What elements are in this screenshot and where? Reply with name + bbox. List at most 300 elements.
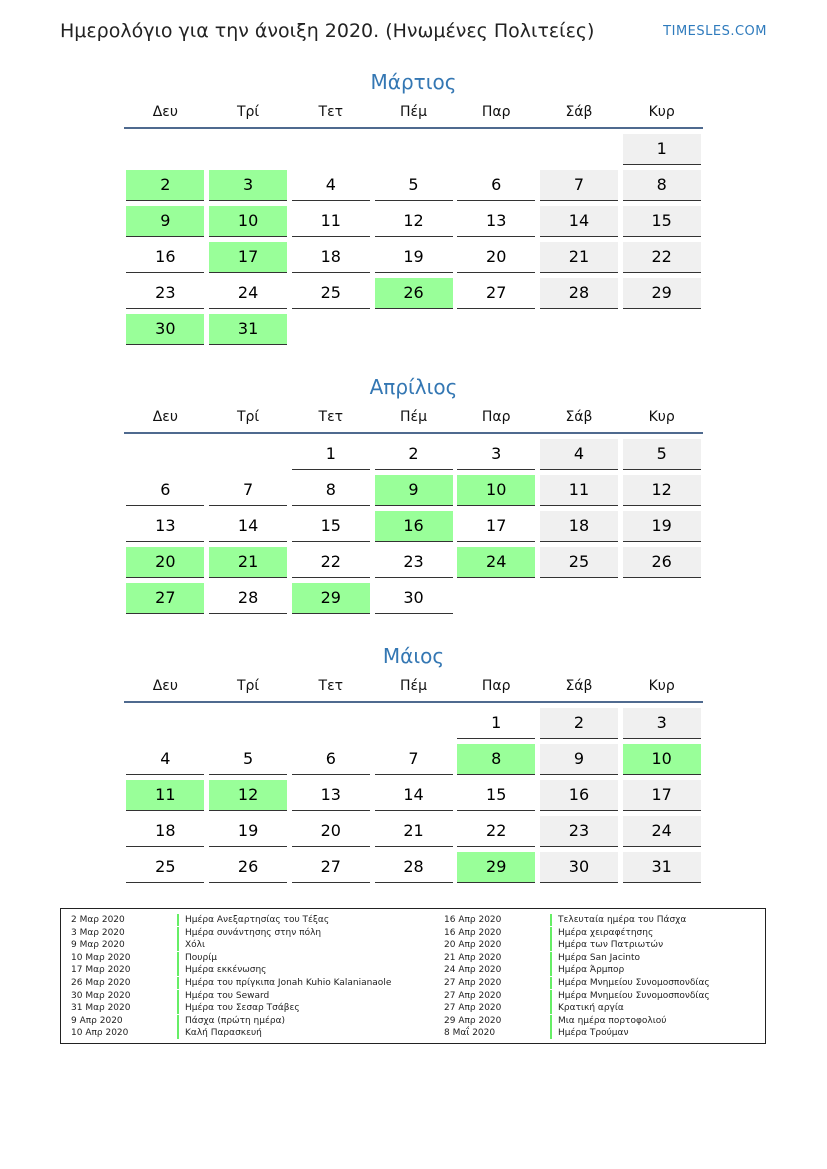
legend-date: 20 Απρ 2020 — [444, 940, 502, 951]
day-cell: 25 — [292, 278, 370, 309]
legend-holiday-name: Κρατική αργία — [558, 1003, 624, 1014]
legend-marker — [177, 1015, 179, 1027]
day-slot — [455, 852, 538, 888]
weekend-day-cell: 12 — [623, 475, 701, 506]
legend-date: 26 Μαρ 2020 — [71, 977, 131, 988]
legend-holiday-name: Ημέρα Τρούμαν — [558, 1028, 629, 1039]
weekend-day-cell: 8 — [623, 170, 701, 201]
legend-date: 27 Απρ 2020 — [444, 1003, 502, 1014]
weekend-day-cell: 28 — [540, 278, 618, 309]
week-row — [124, 475, 703, 511]
day-slot — [289, 780, 372, 816]
day-slot — [124, 744, 207, 780]
day-slot — [124, 511, 207, 547]
day-slot — [620, 314, 703, 350]
day-cell: 4 — [292, 170, 370, 201]
legend-holiday-name: Ημέρα Άρμπορ — [558, 965, 625, 976]
empty-day — [623, 314, 701, 350]
day-slot — [455, 134, 538, 170]
day-slot — [538, 852, 621, 888]
holiday-day-cell: 16 — [375, 511, 453, 542]
legend-date: 27 Απρ 2020 — [444, 977, 502, 988]
legend-entry — [71, 927, 391, 940]
day-slot — [124, 278, 207, 314]
legend-column-right — [444, 914, 710, 1040]
weekend-day-cell: 30 — [540, 852, 618, 883]
weekend-day-cell: 31 — [623, 852, 701, 883]
legend-marker — [177, 952, 179, 964]
day-slot — [207, 475, 290, 511]
day-slot — [289, 583, 372, 619]
day-slot — [620, 708, 703, 744]
weekend-day-cell: 21 — [540, 242, 618, 273]
weekend-day-cell: 17 — [623, 780, 701, 811]
legend-entry — [71, 977, 391, 990]
legend-entry — [444, 964, 710, 977]
legend-date: 30 Μαρ 2020 — [71, 990, 131, 1001]
day-cell: 28 — [375, 852, 453, 883]
month-title: Μάρτιος — [370, 70, 457, 94]
weekend-day-cell: 9 — [540, 744, 618, 775]
day-cell: 30 — [375, 583, 453, 614]
day-cell: 23 — [126, 278, 204, 309]
day-slot — [455, 475, 538, 511]
legend-holiday-name: Ημέρα των Πατριωτών — [558, 940, 664, 951]
legend-date: 31 Μαρ 2020 — [71, 1003, 131, 1014]
day-slot — [124, 708, 207, 744]
day-cell: 5 — [375, 170, 453, 201]
legend-marker — [550, 914, 552, 926]
legend-holiday-name: Ημέρα του Σεσαρ Τσάβες — [185, 1003, 300, 1014]
weekend-day-cell: 3 — [623, 708, 701, 739]
weekend-day-cell: 25 — [540, 547, 618, 578]
weekday-label: Τρί — [236, 678, 260, 694]
day-slot — [124, 583, 207, 619]
legend-date: 8 Μαΐ 2020 — [444, 1028, 496, 1039]
holiday-day-cell: 11 — [126, 780, 204, 811]
day-cell: 27 — [292, 852, 370, 883]
day-slot — [289, 242, 372, 278]
day-cell: 24 — [209, 278, 287, 309]
legend-entry — [71, 1027, 391, 1040]
legend-marker — [177, 939, 179, 951]
legend-marker — [177, 990, 179, 1002]
day-slot — [289, 475, 372, 511]
day-slot — [289, 708, 372, 744]
empty-day — [292, 314, 370, 350]
week-row — [124, 744, 703, 780]
legend-marker — [177, 1002, 179, 1014]
day-cell: 15 — [292, 511, 370, 542]
week-row — [124, 170, 703, 206]
day-cell: 3 — [457, 439, 535, 470]
day-cell: 11 — [292, 206, 370, 237]
legend-date: 10 Απρ 2020 — [71, 1028, 129, 1039]
holiday-day-cell: 29 — [292, 583, 370, 614]
day-slot — [289, 816, 372, 852]
legend-entry — [444, 1002, 710, 1015]
holiday-day-cell: 8 — [457, 744, 535, 775]
empty-day — [457, 134, 535, 170]
legend-date: 2 Μαρ 2020 — [71, 915, 125, 925]
weekday-label: Τετ — [318, 104, 344, 120]
day-slot — [372, 439, 455, 475]
day-cell: 21 — [375, 816, 453, 847]
month-title: Απρίλιος — [369, 375, 458, 399]
day-cell: 27 — [457, 278, 535, 309]
day-slot — [538, 708, 621, 744]
weekday-label: Τρί — [236, 104, 260, 120]
day-slot — [207, 242, 290, 278]
month-title: Μάιος — [382, 644, 445, 668]
day-slot — [124, 439, 207, 475]
day-slot — [289, 314, 372, 350]
holiday-legend — [60, 908, 766, 1044]
day-slot — [372, 852, 455, 888]
weekend-day-cell: 15 — [623, 206, 701, 237]
week-row — [124, 134, 703, 170]
holiday-day-cell: 12 — [209, 780, 287, 811]
legend-entry — [444, 939, 710, 952]
weekend-day-cell: 19 — [623, 511, 701, 542]
day-slot — [289, 134, 372, 170]
day-slot — [372, 708, 455, 744]
day-cell: 26 — [209, 852, 287, 883]
legend-marker — [550, 1002, 552, 1014]
empty-day — [126, 708, 204, 744]
day-slot — [372, 583, 455, 619]
holiday-day-cell: 3 — [209, 170, 287, 201]
holiday-day-cell: 2 — [126, 170, 204, 201]
day-slot — [538, 475, 621, 511]
holiday-day-cell: 29 — [457, 852, 535, 883]
legend-marker — [550, 952, 552, 964]
legend-date: 27 Απρ 2020 — [444, 990, 502, 1001]
weekend-day-cell: 24 — [623, 816, 701, 847]
legend-date: 9 Μαρ 2020 — [71, 940, 125, 951]
page-title: Ημερολόγιο για την άνοιξη 2020. (Ηνωμένες Πολιτείες) — [60, 20, 595, 42]
day-slot — [620, 744, 703, 780]
day-slot — [207, 744, 290, 780]
day-cell: 1 — [457, 708, 535, 739]
legend-holiday-name: Πάσχα (πρώτη ημέρα) — [185, 1015, 286, 1026]
day-cell: 25 — [126, 852, 204, 883]
day-slot — [620, 439, 703, 475]
weekday-label: Σάβ — [565, 409, 593, 425]
day-cell: 14 — [209, 511, 287, 542]
day-slot — [538, 744, 621, 780]
day-slot — [620, 511, 703, 547]
weekend-day-cell: 18 — [540, 511, 618, 542]
day-slot — [620, 852, 703, 888]
weekday-label: Πέμ — [400, 104, 428, 120]
day-slot — [207, 511, 290, 547]
day-slot — [538, 278, 621, 314]
weekday-label: Παρ — [481, 104, 511, 120]
legend-holiday-name: Ημέρα του Seward — [185, 990, 270, 1001]
legend-marker — [550, 927, 552, 939]
weekend-day-cell: 11 — [540, 475, 618, 506]
day-slot — [207, 547, 290, 583]
holiday-day-cell: 26 — [375, 278, 453, 309]
legend-holiday-name: Ημέρα San Jacinto — [558, 952, 641, 963]
day-cell: 2 — [375, 439, 453, 470]
day-cell: 6 — [292, 744, 370, 775]
legend-marker — [177, 977, 179, 989]
weekend-day-cell: 5 — [623, 439, 701, 470]
day-slot — [289, 511, 372, 547]
day-slot — [620, 170, 703, 206]
empty-day — [375, 708, 453, 744]
week-row — [124, 439, 703, 475]
day-slot — [455, 170, 538, 206]
day-slot — [124, 206, 207, 242]
day-slot — [289, 206, 372, 242]
week-row — [124, 511, 703, 547]
week-row — [124, 206, 703, 242]
legend-holiday-name: Χόλι — [185, 940, 206, 951]
legend-holiday-name: Ημέρα του πρίγκιπα Jonah Kuhio Kalanianaole — [185, 977, 392, 988]
day-slot — [372, 278, 455, 314]
day-cell: 13 — [292, 780, 370, 811]
legend-holiday-name: Ημέρα Μνημείου Συνομοσπονδίας — [558, 977, 710, 988]
weekday-label: Δευ — [152, 409, 178, 425]
holiday-day-cell: 10 — [623, 744, 701, 775]
day-slot — [372, 475, 455, 511]
holiday-day-cell: 24 — [457, 547, 535, 578]
day-slot — [289, 744, 372, 780]
day-slot — [289, 852, 372, 888]
day-cell: 19 — [375, 242, 453, 273]
day-slot — [207, 134, 290, 170]
empty-day — [540, 134, 618, 170]
weekday-label: Τετ — [318, 409, 344, 425]
empty-day — [540, 314, 618, 350]
legend-date: 16 Απρ 2020 — [444, 927, 502, 938]
legend-date: 24 Απρ 2020 — [444, 965, 502, 976]
empty-day — [457, 314, 535, 350]
day-slot — [207, 852, 290, 888]
legend-entry — [71, 990, 391, 1003]
day-slot — [455, 547, 538, 583]
weekday-label: Κυρ — [648, 104, 675, 120]
legend-holiday-name: Καλή Παρασκευή — [185, 1028, 262, 1039]
day-cell: 17 — [457, 511, 535, 542]
holiday-day-cell: 10 — [209, 206, 287, 237]
week-row — [124, 708, 703, 744]
legend-entry — [71, 1002, 391, 1015]
legend-entry — [444, 977, 710, 990]
day-cell: 1 — [292, 439, 370, 470]
legend-entry — [71, 939, 391, 952]
legend-holiday-name: Τελευταία ημέρα του Πάσχα — [558, 915, 687, 925]
weekday-header — [124, 402, 703, 434]
day-cell: 28 — [209, 583, 287, 614]
holiday-day-cell: 9 — [126, 206, 204, 237]
holiday-day-cell: 20 — [126, 547, 204, 578]
legend-marker — [550, 1027, 552, 1039]
day-slot — [455, 816, 538, 852]
day-slot — [372, 744, 455, 780]
day-cell: 14 — [375, 780, 453, 811]
site-brand-link[interactable]: TIMESLES.COM — [663, 24, 767, 39]
weekday-label: Δευ — [152, 678, 178, 694]
day-slot — [289, 278, 372, 314]
week-grid — [124, 434, 703, 619]
weekday-label: Κυρ — [648, 678, 675, 694]
month-april — [124, 372, 703, 619]
day-slot — [620, 780, 703, 816]
month-march — [124, 67, 703, 350]
legend-entry — [444, 1027, 710, 1040]
day-slot — [207, 206, 290, 242]
day-slot — [124, 475, 207, 511]
day-slot — [455, 511, 538, 547]
day-cell: 15 — [457, 780, 535, 811]
holiday-day-cell: 9 — [375, 475, 453, 506]
day-slot — [372, 511, 455, 547]
day-slot — [538, 242, 621, 278]
weekday-label: Τετ — [318, 678, 344, 694]
day-cell: 22 — [292, 547, 370, 578]
day-slot — [207, 816, 290, 852]
day-slot — [455, 206, 538, 242]
weekday-label: Κυρ — [648, 409, 675, 425]
day-slot — [289, 547, 372, 583]
legend-column-left — [71, 914, 391, 1040]
legend-entry — [71, 914, 391, 927]
legend-entry — [444, 1015, 710, 1028]
week-row — [124, 852, 703, 888]
weekday-label: Πέμ — [400, 678, 428, 694]
weekend-day-cell: 26 — [623, 547, 701, 578]
day-slot — [455, 744, 538, 780]
day-slot — [207, 439, 290, 475]
day-slot — [124, 134, 207, 170]
legend-marker — [177, 914, 179, 926]
weekend-day-cell: 1 — [623, 134, 701, 165]
week-row — [124, 547, 703, 583]
legend-holiday-name: Μια ημέρα πορτοφολιού — [558, 1015, 667, 1026]
empty-day — [126, 134, 204, 170]
legend-holiday-name: Ημέρα εκκένωσης — [185, 965, 267, 976]
day-slot — [455, 708, 538, 744]
holiday-day-cell: 30 — [126, 314, 204, 345]
day-slot — [538, 547, 621, 583]
day-slot — [124, 170, 207, 206]
day-slot — [207, 583, 290, 619]
day-slot — [124, 242, 207, 278]
day-slot — [538, 583, 621, 619]
week-row — [124, 314, 703, 350]
week-grid — [124, 129, 703, 350]
legend-marker — [550, 1015, 552, 1027]
weekday-label: Παρ — [481, 678, 511, 694]
day-slot — [372, 206, 455, 242]
day-slot — [620, 242, 703, 278]
weekday-label: Τρί — [236, 409, 260, 425]
day-cell: 6 — [457, 170, 535, 201]
day-slot — [538, 134, 621, 170]
day-cell: 19 — [209, 816, 287, 847]
day-slot — [620, 278, 703, 314]
weekday-label: Σάβ — [565, 104, 593, 120]
day-slot — [372, 314, 455, 350]
weekend-day-cell: 2 — [540, 708, 618, 739]
day-cell: 16 — [126, 242, 204, 273]
day-cell: 7 — [209, 475, 287, 506]
day-slot — [455, 439, 538, 475]
day-cell: 4 — [126, 744, 204, 775]
day-cell: 6 — [126, 475, 204, 506]
legend-holiday-name: Ημέρα Ανεξαρτησίας του Τέξας — [185, 915, 330, 925]
day-cell: 18 — [126, 816, 204, 847]
empty-day — [623, 583, 701, 619]
week-row — [124, 242, 703, 278]
legend-entry — [444, 952, 710, 965]
empty-day — [292, 134, 370, 170]
day-slot — [620, 134, 703, 170]
day-slot — [207, 170, 290, 206]
day-slot — [620, 206, 703, 242]
weekday-label: Δευ — [152, 104, 178, 120]
legend-date: 16 Απρ 2020 — [444, 915, 502, 925]
day-slot — [538, 439, 621, 475]
weekend-day-cell: 22 — [623, 242, 701, 273]
weekday-header — [124, 97, 703, 129]
month-may — [124, 641, 703, 888]
holiday-day-cell: 31 — [209, 314, 287, 345]
day-cell: 20 — [457, 242, 535, 273]
weekday-label: Παρ — [481, 409, 511, 425]
empty-day — [457, 583, 535, 619]
legend-entry — [444, 914, 710, 927]
empty-day — [209, 708, 287, 744]
day-cell: 7 — [375, 744, 453, 775]
day-slot — [620, 816, 703, 852]
holiday-day-cell: 10 — [457, 475, 535, 506]
day-slot — [455, 780, 538, 816]
day-cell: 22 — [457, 816, 535, 847]
day-slot — [124, 816, 207, 852]
legend-entry — [71, 1015, 391, 1028]
legend-date: 29 Απρ 2020 — [444, 1015, 502, 1026]
day-slot — [207, 278, 290, 314]
day-cell: 8 — [292, 475, 370, 506]
day-slot — [538, 170, 621, 206]
day-cell: 23 — [375, 547, 453, 578]
legend-holiday-name: Ημέρα συνάντησης στην πόλη — [185, 927, 322, 938]
weekday-label: Πέμ — [400, 409, 428, 425]
legend-holiday-name: Ημέρα χειραφέτησης — [558, 927, 654, 938]
day-slot — [455, 583, 538, 619]
day-slot — [289, 170, 372, 206]
legend-date: 17 Μαρ 2020 — [71, 965, 131, 976]
weekend-day-cell: 23 — [540, 816, 618, 847]
holiday-day-cell: 27 — [126, 583, 204, 614]
day-slot — [455, 278, 538, 314]
day-cell: 18 — [292, 242, 370, 273]
legend-holiday-name: Πουρίμ — [185, 952, 217, 963]
day-slot — [538, 206, 621, 242]
legend-date: 10 Μαρ 2020 — [71, 952, 131, 963]
legend-marker — [177, 1027, 179, 1039]
day-slot — [372, 816, 455, 852]
day-slot — [207, 314, 290, 350]
legend-entry — [71, 952, 391, 965]
legend-marker — [550, 990, 552, 1002]
weekend-day-cell: 29 — [623, 278, 701, 309]
